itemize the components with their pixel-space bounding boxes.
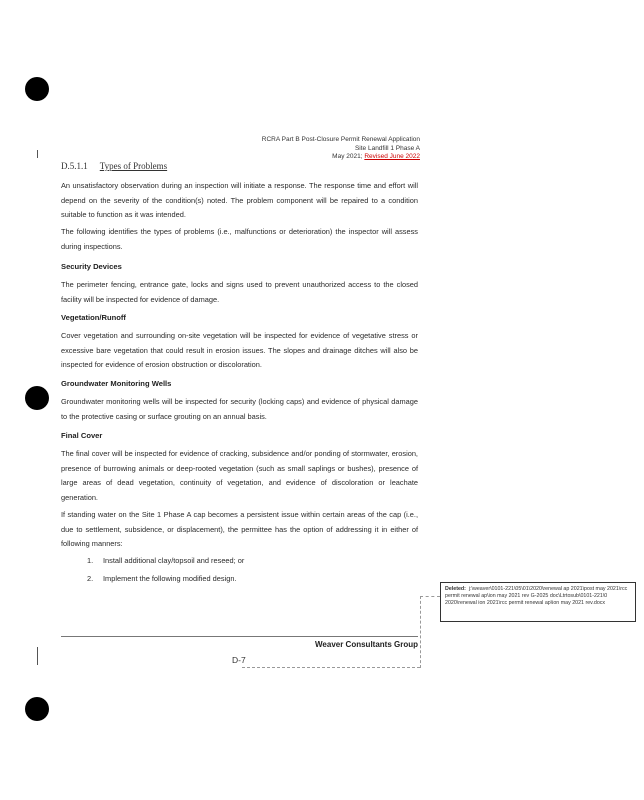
comment-dashed-leader xyxy=(420,596,421,668)
binder-hole-bottom xyxy=(25,697,49,721)
list-item-1 xyxy=(87,556,244,565)
paragraph-final-cover: The final cover will be inspected for evidence of cracking, subsidence and/or ponding of stormwater, erosion, presence of burrowing animals or deep-rooted vegetation (such as small saplings or bushes), presence of large areas of dead vegetation, continuity of vegetation, and evidence of discoloration or leachate generation. xyxy=(61,449,418,502)
paragraph-standing-water: If standing water on the Site 1 Phase A cap becomes a persistent issue within certain areas of the cap (i.e., due to settlement, subsidence, or displacement), the permittee has the option of addressing it in either of following manners: xyxy=(61,510,418,548)
section-heading xyxy=(61,161,167,171)
header-revised-date: Revised June 2022 xyxy=(364,153,420,160)
header-line-1: RCRA Part B Post-Closure Permit Renewal Application xyxy=(261,136,420,143)
section-number: D.5.1.1 xyxy=(61,161,88,171)
binder-hole-middle xyxy=(25,386,49,410)
list-number: 2. xyxy=(87,574,94,583)
section-break-dashed-line xyxy=(242,667,420,668)
footer-divider xyxy=(61,636,418,637)
list-number: 1. xyxy=(87,556,94,565)
heading-security-devices: Security Devices xyxy=(61,262,122,271)
change-bar-top xyxy=(37,150,38,158)
change-bar-bottom xyxy=(37,647,38,665)
heading-groundwater-wells: Groundwater Monitoring Wells xyxy=(61,379,172,388)
paragraph-groundwater-wells: Groundwater monitoring wells will be inspected for security (locking caps) and evidence of physical damage to the protective casing or surface grouting on an annual basis. xyxy=(61,397,418,421)
paragraph-security-devices: The perimeter fencing, entrance gate, locks and signs used to prevent unauthorized access to the closed facility will be inspected for evidence of damage. xyxy=(61,280,418,304)
heading-final-cover: Final Cover xyxy=(61,431,103,440)
paragraph-intro: An unsatisfactory observation during an inspection will initiate a response. The response time and effort will depend on the severity of the condition(s) noted. The problem component will be repaired to a condition suitable to function as it was intended. xyxy=(61,181,418,219)
page-number: D-7 xyxy=(232,655,246,665)
deleted-label: Deleted: xyxy=(445,586,466,592)
list-text: Install additional clay/topsoil and reseed; or xyxy=(103,556,245,565)
header-line-3: May 2021; Revised June 2022 xyxy=(332,153,420,160)
header-line-2: Site Landfill 1 Phase A xyxy=(354,144,420,152)
header-date: May 2021 xyxy=(332,153,361,160)
list-item-2 xyxy=(87,574,237,583)
deleted-text: j:\weaver\0101-221\05\01\2020\renewal ap 2021\post may 2021\rcc permit renewal ap\ion may 2021 rev G-2025 doc\Ltrtosub\0101-221\0 2020\renewal ion 2021\rcc permit renewal ap\ion may 2021 rev.docx xyxy=(445,586,628,606)
heading-vegetation-runoff: Vegetation/Runoff xyxy=(61,313,126,322)
paragraph-vegetation-runoff: Cover vegetation and surrounding on-site vegetation will be inspected for evidence of vegetative stress or excessive bare vegetation that could result in erosion issues. The slopes and drainage ditches will also be inspected for evidence of erosion obstruction or discoloration. xyxy=(61,331,418,369)
document-header xyxy=(262,136,420,162)
paragraph-problem-types: The following identifies the types of problems (i.e., malfunctions or deterioration) the inspector will assess during inspections. xyxy=(61,227,418,251)
comment-connector xyxy=(420,596,440,597)
binder-hole-top xyxy=(25,77,49,101)
section-title: Types of Problems xyxy=(99,161,168,171)
deleted-comment-balloon[interactable] xyxy=(440,582,636,622)
footer-company-name: Weaver Consultants Group xyxy=(315,640,418,649)
list-text: Implement the following modified design. xyxy=(103,574,237,583)
